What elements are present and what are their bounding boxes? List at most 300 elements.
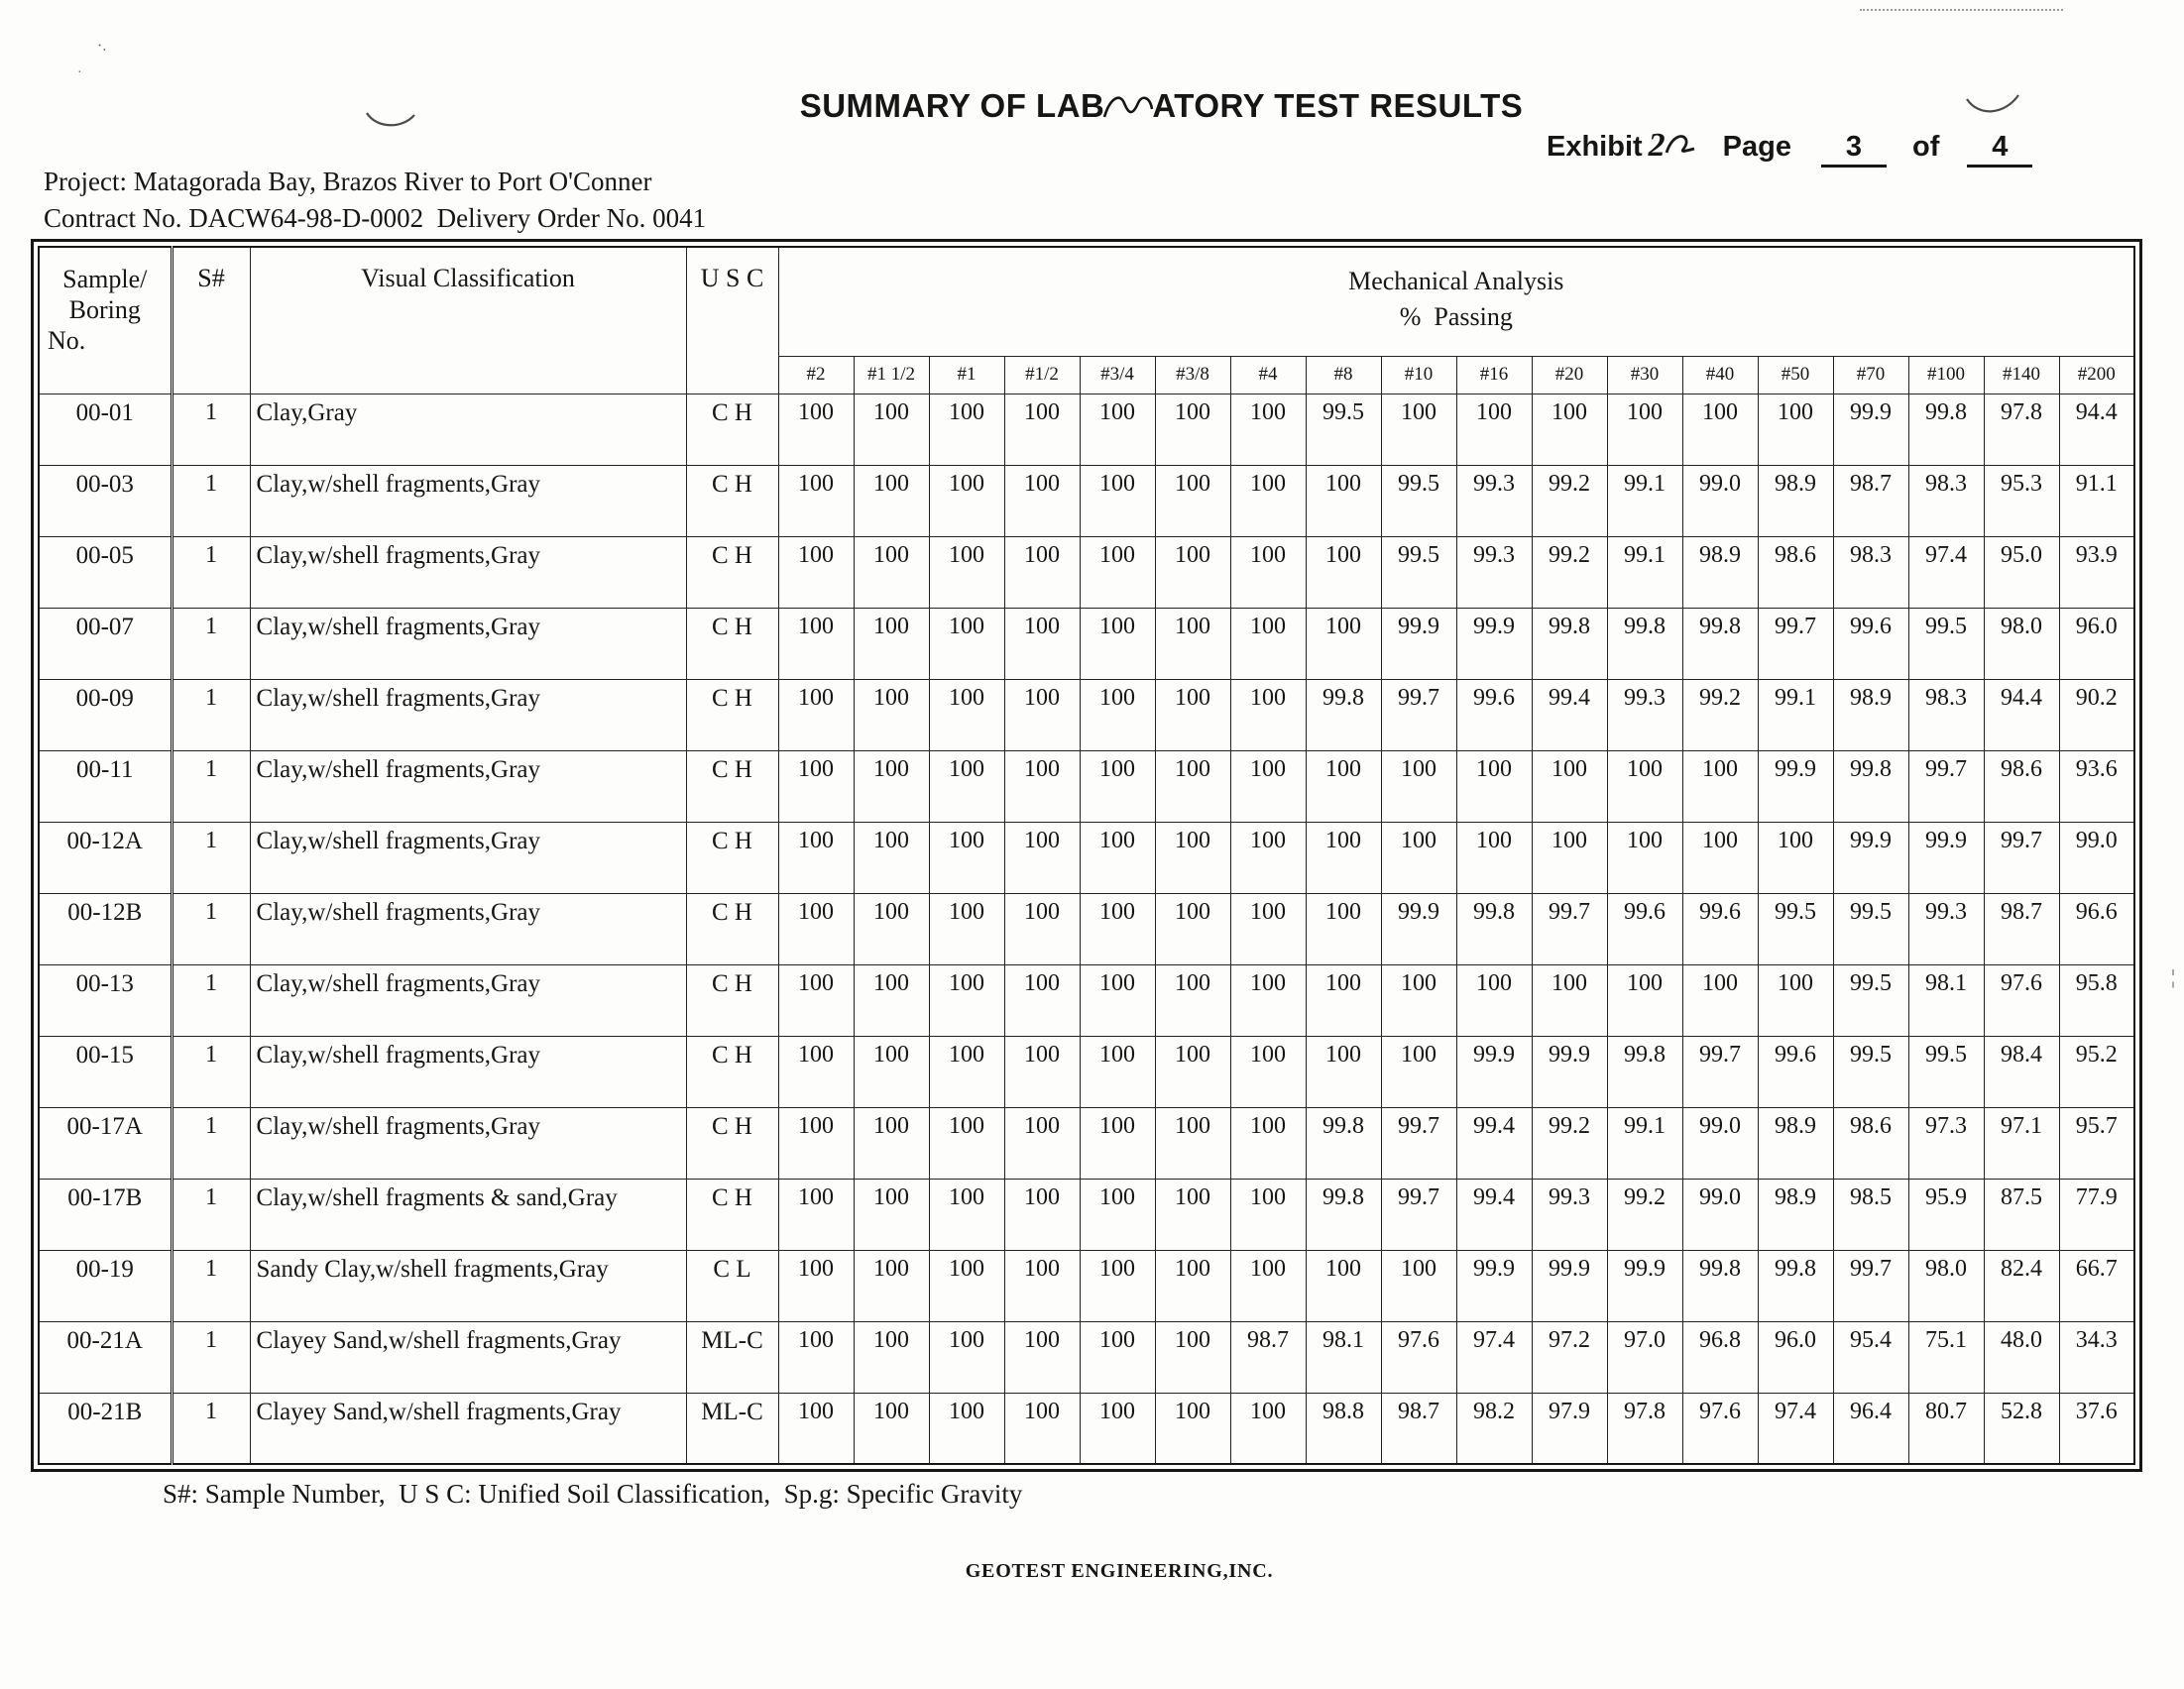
percent-passing-value: 99.1 — [1607, 465, 1682, 536]
percent-passing-value: 90.2 — [2059, 679, 2134, 750]
visual-classification: Clay,w/shell fragments,Gray — [250, 822, 686, 893]
percent-passing-value: 100 — [854, 679, 929, 750]
percent-passing-value: 100 — [854, 1250, 929, 1321]
percent-passing-value: 99.9 — [1456, 1036, 1532, 1107]
percent-passing-value: 100 — [1306, 536, 1381, 608]
percent-passing-value: 80.7 — [1908, 1393, 1984, 1464]
usc-value: C H — [686, 964, 778, 1036]
percent-passing-value: 100 — [1306, 822, 1381, 893]
percent-passing-value: 100 — [1155, 608, 1230, 679]
percent-passing-value: 100 — [854, 1107, 929, 1179]
percent-passing-value: 95.2 — [2059, 1036, 2134, 1107]
percent-passing-value: 98.5 — [1833, 1179, 1908, 1250]
results-table-frame — [31, 239, 2142, 1472]
sample-number: 1 — [172, 608, 250, 679]
percent-passing-value: 99.8 — [1682, 1250, 1758, 1321]
percent-passing-value: 100 — [1080, 750, 1155, 822]
percent-passing-value: 100 — [1004, 1250, 1080, 1321]
percent-passing-value: 99.7 — [1758, 608, 1833, 679]
percent-passing-value: 98.0 — [1984, 608, 2059, 679]
table-row — [39, 1179, 2134, 1250]
percent-passing-value: 100 — [1155, 822, 1230, 893]
percent-passing-value: 100 — [1306, 893, 1381, 964]
percent-passing-value: 98.7 — [1833, 465, 1908, 536]
table-row — [39, 822, 2134, 893]
percent-passing-value: 100 — [1532, 750, 1607, 822]
visual-classification: Clayey Sand,w/shell fragments,Gray — [250, 1393, 686, 1464]
percent-passing-value: 99.2 — [1607, 1179, 1682, 1250]
percent-passing-value: 99.9 — [1833, 394, 1908, 465]
percent-passing-value: 99.5 — [1758, 893, 1833, 964]
percent-passing-value: 100 — [1456, 822, 1532, 893]
percent-passing-value: 100 — [1230, 750, 1306, 822]
usc-value: C H — [686, 1107, 778, 1179]
percent-passing-value: 99.6 — [1833, 608, 1908, 679]
percent-passing-value: 99.5 — [1908, 608, 1984, 679]
page-title — [800, 87, 1524, 131]
usc-value: C H — [686, 608, 778, 679]
percent-passing-value: 100 — [1004, 1321, 1080, 1393]
percent-passing-value: 100 — [854, 465, 929, 536]
sample-boring-no: 00-12A — [39, 822, 172, 893]
percent-passing-value: 100 — [1758, 964, 1833, 1036]
percent-passing-value: 100 — [1155, 536, 1230, 608]
percent-passing-value: 100 — [929, 536, 1004, 608]
sieve-col-header: #50 — [1758, 356, 1833, 394]
percent-passing-value: 98.9 — [1758, 465, 1833, 536]
sample-number: 1 — [172, 1179, 250, 1250]
percent-passing-value: 100 — [778, 750, 854, 822]
percent-passing-value: 100 — [929, 394, 1004, 465]
visual-classification: Clay,Gray — [250, 394, 686, 465]
usc-value: C H — [686, 1179, 778, 1250]
col-header-usc: U S C — [686, 247, 778, 394]
percent-passing-value: 99.8 — [1758, 1250, 1833, 1321]
sample-number: 1 — [172, 465, 250, 536]
scan-artifact-tick: ¦ — [2171, 966, 2176, 988]
page-label: Page — [1722, 131, 1791, 163]
percent-passing-value: 100 — [1456, 750, 1532, 822]
percent-passing-value: 66.7 — [2059, 1250, 2134, 1321]
percent-passing-value: 98.9 — [1833, 679, 1908, 750]
percent-passing-value: 100 — [1080, 822, 1155, 893]
percent-passing-value: 99.0 — [2059, 822, 2134, 893]
percent-passing-value: 98.2 — [1456, 1393, 1532, 1464]
percent-passing-value: 97.6 — [1381, 1321, 1456, 1393]
percent-passing-value: 100 — [778, 1107, 854, 1179]
percent-passing-value: 100 — [1682, 822, 1758, 893]
percent-passing-value: 100 — [1080, 1393, 1155, 1464]
sample-number: 1 — [172, 1107, 250, 1179]
percent-passing-value: 98.6 — [1758, 536, 1833, 608]
usc-value: C L — [686, 1250, 778, 1321]
percent-passing-value: 100 — [929, 750, 1004, 822]
percent-passing-value: 100 — [1004, 1107, 1080, 1179]
percent-passing-value: 99.8 — [1833, 750, 1908, 822]
percent-passing-value: 98.4 — [1984, 1036, 2059, 1107]
results-table — [38, 246, 2135, 1465]
percent-passing-value: 100 — [1230, 394, 1306, 465]
percent-passing-value: 98.3 — [1908, 679, 1984, 750]
percent-passing-value: 100 — [1682, 750, 1758, 822]
company-name: GEOTEST ENGINEERING,INC. — [965, 1560, 1274, 1582]
visual-classification: Sandy Clay,w/shell fragments,Gray — [250, 1250, 686, 1321]
percent-passing-value: 100 — [1155, 679, 1230, 750]
percent-passing-value: 100 — [1230, 1179, 1306, 1250]
percent-passing-value: 95.8 — [2059, 964, 2134, 1036]
percent-passing-value: 75.1 — [1908, 1321, 1984, 1393]
percent-passing-value: 96.8 — [1682, 1321, 1758, 1393]
percent-passing-value: 98.7 — [1984, 893, 2059, 964]
visual-classification: Clay,w/shell fragments,Gray — [250, 536, 686, 608]
percent-passing-value: 100 — [1456, 964, 1532, 1036]
contract-line: Contract No. DACW64-98-D-0002 Delivery Order No. 0041 — [44, 203, 707, 233]
percent-passing-value: 95.3 — [1984, 465, 2059, 536]
exhibit-label: Exhibit — [1547, 131, 1643, 163]
percent-passing-value: 100 — [1230, 1036, 1306, 1107]
percent-passing-value: 100 — [854, 893, 929, 964]
col-header-sample: Sample/ Boring No. — [39, 247, 172, 394]
percent-passing-value: 99.2 — [1682, 679, 1758, 750]
percent-passing-value: 99.4 — [1456, 1107, 1532, 1179]
sample-number: 1 — [172, 893, 250, 964]
percent-passing-value: 100 — [1155, 964, 1230, 1036]
percent-passing-value: 98.9 — [1682, 536, 1758, 608]
exhibit-page-line — [1547, 127, 2032, 168]
visual-classification: Clay,w/shell fragments,Gray — [250, 608, 686, 679]
percent-passing-value: 99.9 — [1456, 1250, 1532, 1321]
percent-passing-value: 100 — [1155, 1393, 1230, 1464]
project-line: Project: Matagorada Bay, Brazos River to Port O'Conner — [44, 167, 652, 196]
percent-passing-value: 100 — [854, 964, 929, 1036]
percent-passing-value: 99.3 — [1456, 536, 1532, 608]
table-row — [39, 1393, 2134, 1464]
percent-passing-value: 99.0 — [1682, 1107, 1758, 1179]
percent-passing-value: 97.2 — [1532, 1321, 1607, 1393]
percent-passing-value: 100 — [1230, 465, 1306, 536]
percent-passing-value: 100 — [778, 1036, 854, 1107]
visual-classification: Clay,w/shell fragments,Gray — [250, 465, 686, 536]
sample-number: 1 — [172, 536, 250, 608]
percent-passing-value: 98.8 — [1306, 1393, 1381, 1464]
table-row — [39, 394, 2134, 465]
percent-passing-value: 100 — [1230, 964, 1306, 1036]
percent-passing-value: 100 — [929, 964, 1004, 1036]
percent-passing-value: 100 — [1306, 608, 1381, 679]
percent-passing-value: 99.5 — [1833, 964, 1908, 1036]
percent-passing-value: 96.4 — [1833, 1393, 1908, 1464]
table-row — [39, 1250, 2134, 1321]
percent-passing-value: 98.6 — [1984, 750, 2059, 822]
visual-classification: Clay,w/shell fragments,Gray — [250, 679, 686, 750]
percent-passing-value: 100 — [929, 1250, 1004, 1321]
percent-passing-value: 100 — [778, 465, 854, 536]
percent-passing-value: 100 — [1080, 465, 1155, 536]
percent-passing-value: 48.0 — [1984, 1321, 2059, 1393]
percent-passing-value: 100 — [1381, 750, 1456, 822]
percent-passing-value: 100 — [1682, 394, 1758, 465]
percent-passing-value: 82.4 — [1984, 1250, 2059, 1321]
scribble-mark-icon — [1102, 89, 1154, 131]
of-label: of — [1912, 131, 1940, 163]
percent-passing-value: 93.6 — [2059, 750, 2134, 822]
percent-passing-value: 97.6 — [1984, 964, 2059, 1036]
percent-passing-value: 100 — [929, 822, 1004, 893]
percent-passing-value: 99.9 — [1758, 750, 1833, 822]
percent-passing-value: 99.8 — [1682, 608, 1758, 679]
table-row — [39, 1036, 2134, 1107]
percent-passing-value: 100 — [778, 893, 854, 964]
percent-passing-value: 99.5 — [1381, 536, 1456, 608]
visual-classification: Clay,w/shell fragments,Gray — [250, 964, 686, 1036]
sample-boring-no: 00-09 — [39, 679, 172, 750]
percent-passing-value: 100 — [1230, 1250, 1306, 1321]
table-row — [39, 893, 2134, 964]
sample-number: 1 — [172, 394, 250, 465]
percent-passing-value: 100 — [929, 1321, 1004, 1393]
table-row — [39, 608, 2134, 679]
scan-artifact-mark: · — [77, 65, 82, 80]
percent-passing-value: 100 — [1004, 394, 1080, 465]
percent-passing-value: 100 — [1155, 893, 1230, 964]
percent-passing-value: 100 — [1155, 465, 1230, 536]
percent-passing-value: 100 — [1758, 822, 1833, 893]
percent-passing-value: 97.4 — [1908, 536, 1984, 608]
percent-passing-value: 98.7 — [1381, 1393, 1456, 1464]
table-row — [39, 750, 2134, 822]
percent-passing-value: 99.3 — [1456, 465, 1532, 536]
percent-passing-value: 100 — [1682, 964, 1758, 1036]
sample-boring-no: 00-21B — [39, 1393, 172, 1464]
percent-passing-value: 100 — [1306, 750, 1381, 822]
percent-passing-value: 100 — [1080, 964, 1155, 1036]
sample-boring-no: 00-17A — [39, 1107, 172, 1179]
percent-passing-value: 99.8 — [1532, 608, 1607, 679]
percent-passing-value: 100 — [1080, 1321, 1155, 1393]
percent-passing-value: 99.1 — [1758, 679, 1833, 750]
percent-passing-value: 100 — [1155, 750, 1230, 822]
percent-passing-value: 97.4 — [1456, 1321, 1532, 1393]
percent-passing-value: 100 — [1758, 394, 1833, 465]
percent-passing-value: 99.7 — [1381, 679, 1456, 750]
percent-passing-value: 100 — [1230, 536, 1306, 608]
usc-value: C H — [686, 536, 778, 608]
percent-passing-value: 100 — [1607, 822, 1682, 893]
sample-number: 1 — [172, 1036, 250, 1107]
percent-passing-value: 100 — [1155, 1036, 1230, 1107]
sieve-col-header: #70 — [1833, 356, 1908, 394]
percent-passing-value: 99.2 — [1532, 1107, 1607, 1179]
percent-passing-value: 100 — [1155, 1321, 1230, 1393]
percent-passing-value: 100 — [778, 1179, 854, 1250]
percent-passing-value: 99.5 — [1381, 465, 1456, 536]
visual-classification: Clay,w/shell fragments,Gray — [250, 893, 686, 964]
percent-passing-value: 100 — [778, 679, 854, 750]
percent-passing-value: 100 — [1080, 1179, 1155, 1250]
percent-passing-value: 99.3 — [1532, 1179, 1607, 1250]
percent-passing-value: 99.8 — [1306, 679, 1381, 750]
percent-passing-value: 94.4 — [1984, 679, 2059, 750]
percent-passing-value: 100 — [1607, 964, 1682, 1036]
usc-value: C H — [686, 465, 778, 536]
percent-passing-value: 100 — [1155, 1107, 1230, 1179]
percent-passing-value: 99.2 — [1532, 536, 1607, 608]
percent-passing-value: 98.1 — [1908, 964, 1984, 1036]
percent-passing-value: 34.3 — [2059, 1321, 2134, 1393]
percent-passing-value: 100 — [1004, 536, 1080, 608]
sample-boring-no: 00-12B — [39, 893, 172, 964]
handwritten-flourish-icon — [1663, 129, 1696, 163]
percent-passing-value: 100 — [778, 394, 854, 465]
page-title-right: ATORY TEST RESULTS — [1152, 87, 1524, 124]
percent-passing-value: 99.5 — [1833, 893, 1908, 964]
percent-passing-value: 100 — [1004, 1179, 1080, 1250]
sieve-col-header: #100 — [1908, 356, 1984, 394]
percent-passing-value: 100 — [1004, 1393, 1080, 1464]
percent-passing-value: 99.6 — [1682, 893, 1758, 964]
percent-passing-value: 99.5 — [1908, 1036, 1984, 1107]
sample-boring-no: 00-03 — [39, 465, 172, 536]
percent-passing-value: 95.7 — [2059, 1107, 2134, 1179]
sample-number: 1 — [172, 822, 250, 893]
sieve-col-header: #1 — [929, 356, 1004, 394]
percent-passing-value: 100 — [1155, 394, 1230, 465]
percent-passing-value: 98.3 — [1833, 536, 1908, 608]
percent-passing-value: 100 — [1230, 893, 1306, 964]
percent-passing-value: 100 — [1532, 964, 1607, 1036]
percent-passing-value: 93.9 — [2059, 536, 2134, 608]
percent-passing-value: 99.9 — [1607, 1250, 1682, 1321]
sieve-col-header: #1/2 — [1004, 356, 1080, 394]
usc-value: C H — [686, 394, 778, 465]
percent-passing-value: 99.5 — [1306, 394, 1381, 465]
percent-passing-value: 99.7 — [1908, 750, 1984, 822]
exhibit-number: 2 — [1649, 127, 1666, 165]
percent-passing-value: 100 — [1230, 822, 1306, 893]
percent-passing-value: 98.7 — [1230, 1321, 1306, 1393]
sieve-col-header: #10 — [1381, 356, 1456, 394]
usc-value: C H — [686, 822, 778, 893]
sieve-col-header: #3/8 — [1155, 356, 1230, 394]
percent-passing-value: 99.8 — [1306, 1179, 1381, 1250]
sample-boring-no: 00-07 — [39, 608, 172, 679]
percent-passing-value: 100 — [929, 679, 1004, 750]
sample-number: 1 — [172, 964, 250, 1036]
visual-classification: Clay,w/shell fragments,Gray — [250, 1107, 686, 1179]
percent-passing-value: 100 — [1004, 1036, 1080, 1107]
percent-passing-value: 99.2 — [1532, 465, 1607, 536]
percent-passing-value: 99.0 — [1682, 1179, 1758, 1250]
percent-passing-value: 99.9 — [1532, 1036, 1607, 1107]
percent-passing-value: 100 — [854, 1036, 929, 1107]
percent-passing-value: 96.6 — [2059, 893, 2134, 964]
sample-boring-no: 00-05 — [39, 536, 172, 608]
sample-number: 1 — [172, 1393, 250, 1464]
sieve-col-header: #1 1/2 — [854, 356, 929, 394]
percent-passing-value: 99.7 — [1532, 893, 1607, 964]
percent-passing-value: 100 — [778, 1321, 854, 1393]
percent-passing-value: 95.0 — [1984, 536, 2059, 608]
visual-classification: Clay,w/shell fragments,Gray — [250, 1036, 686, 1107]
percent-passing-value: 100 — [778, 822, 854, 893]
percent-passing-value: 99.7 — [1381, 1107, 1456, 1179]
percent-passing-value: 99.7 — [1682, 1036, 1758, 1107]
percent-passing-value: 100 — [1306, 1036, 1381, 1107]
table-row — [39, 465, 2134, 536]
percent-passing-value: 98.3 — [1908, 465, 1984, 536]
percent-passing-value: 100 — [1004, 893, 1080, 964]
percent-passing-value: 99.1 — [1607, 536, 1682, 608]
percent-passing-value: 99.8 — [1306, 1107, 1381, 1179]
percent-passing-value: 99.8 — [1607, 608, 1682, 679]
page-total: 4 — [1967, 131, 2032, 168]
percent-passing-value: 100 — [1004, 964, 1080, 1036]
percent-passing-value: 100 — [929, 1393, 1004, 1464]
percent-passing-value: 99.9 — [1833, 822, 1908, 893]
percent-passing-value: 100 — [1306, 1250, 1381, 1321]
percent-passing-value: 99.9 — [1381, 608, 1456, 679]
percent-passing-value: 99.3 — [1607, 679, 1682, 750]
percent-passing-value: 100 — [854, 1393, 929, 1464]
percent-passing-value: 100 — [854, 394, 929, 465]
percent-passing-value: 100 — [1080, 1107, 1155, 1179]
percent-passing-value: 95.9 — [1908, 1179, 1984, 1250]
sieve-col-header: #16 — [1456, 356, 1532, 394]
table-row — [39, 536, 2134, 608]
percent-passing-value: 100 — [778, 608, 854, 679]
percent-passing-value: 99.8 — [1607, 1036, 1682, 1107]
percent-passing-value: 100 — [1381, 822, 1456, 893]
percent-passing-value: 100 — [929, 1107, 1004, 1179]
col-header-mechanical-analysis: Mechanical Analysis % Passing — [778, 247, 2134, 356]
percent-passing-value: 100 — [929, 1036, 1004, 1107]
percent-passing-value: 100 — [1381, 964, 1456, 1036]
table-row — [39, 1107, 2134, 1179]
percent-passing-value: 100 — [1080, 1250, 1155, 1321]
percent-passing-value: 99.8 — [1908, 394, 1984, 465]
percent-passing-value: 100 — [1230, 608, 1306, 679]
percent-passing-value: 99.3 — [1908, 893, 1984, 964]
percent-passing-value: 100 — [1080, 608, 1155, 679]
percent-passing-value: 99.7 — [1984, 822, 2059, 893]
percent-passing-value: 96.0 — [1758, 1321, 1833, 1393]
percent-passing-value: 100 — [1306, 964, 1381, 1036]
percent-passing-value: 99.6 — [1758, 1036, 1833, 1107]
percent-passing-value: 99.6 — [1456, 679, 1532, 750]
percent-passing-value: 87.5 — [1984, 1179, 2059, 1250]
sample-boring-no: 00-01 — [39, 394, 172, 465]
percent-passing-value: 99.0 — [1682, 465, 1758, 536]
table-row — [39, 1321, 2134, 1393]
percent-passing-value: 99.7 — [1833, 1250, 1908, 1321]
page-number: 3 — [1821, 131, 1887, 168]
visual-classification: Clay,w/shell fragments & sand,Gray — [250, 1179, 686, 1250]
percent-passing-value: 37.6 — [2059, 1393, 2134, 1464]
percent-passing-value: 100 — [854, 750, 929, 822]
sample-number: 1 — [172, 1250, 250, 1321]
percent-passing-value: 100 — [1607, 750, 1682, 822]
percent-passing-value: 100 — [1155, 1179, 1230, 1250]
sieve-col-header: #140 — [1984, 356, 2059, 394]
percent-passing-value: 77.9 — [2059, 1179, 2134, 1250]
percent-passing-value: 97.3 — [1908, 1107, 1984, 1179]
percent-passing-value: 99.5 — [1833, 1036, 1908, 1107]
page-title-left: SUMMARY OF LAB — [799, 87, 1105, 124]
percent-passing-value: 100 — [1306, 465, 1381, 536]
legend-line: S#: Sample Number, U S C: Unified Soil Classification, Sp.g: Specific Gravity — [163, 1479, 1023, 1509]
percent-passing-value: 100 — [1004, 679, 1080, 750]
usc-value: C H — [686, 893, 778, 964]
